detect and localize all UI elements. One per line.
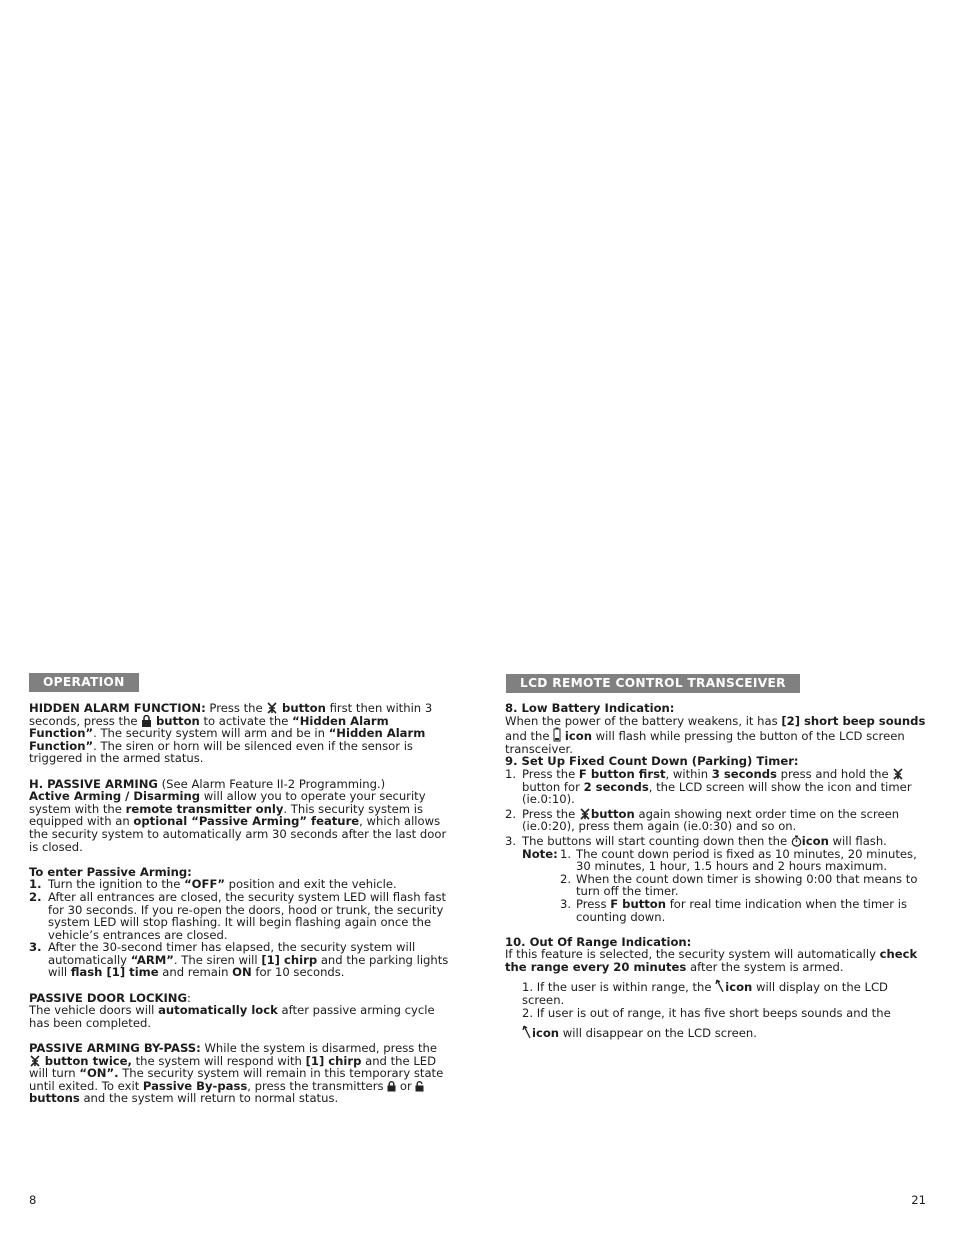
lock-icon bbox=[387, 1081, 396, 1092]
list-item: 1. Press the F button first, within 3 seconds press and hold the button for 2 seconds, the LCD screen will show the icon and timer (ie.0:10). bbox=[505, 766, 912, 807]
list-item: 3. The buttons will start counting down then the icon will flash. bbox=[505, 833, 887, 848]
timer-icon bbox=[791, 835, 802, 847]
list-item: 2. After all entrances are closed, the security system LED will flash fast for 30 seconds. If you re-open the doors, hood or trunk, the security system LED will stop flashing. It will begin flashing again once the vehicle’s entrances are closed. bbox=[29, 889, 447, 942]
enter-passive-title: To enter Passive Arming: bbox=[29, 864, 192, 879]
section-header-operation: OPERATION bbox=[29, 673, 139, 692]
range-title: 10. Out Of Range Indication: bbox=[505, 934, 692, 949]
passive-door-locking-paragraph: PASSIVE DOOR LOCKING: The vehicle doors will automatically lock after passive arming cycle has been completed. bbox=[29, 990, 435, 1030]
section-header-lcd-remote: LCD REMOTE CONTROL TRANSCEIVER bbox=[506, 674, 800, 693]
right-column bbox=[505, 702, 929, 1040]
alarm-icon bbox=[29, 1055, 41, 1067]
low-battery-paragraph: When the power of the battery weakens, it has [2] short beep sounds and the icon will flash while pressing the button of the LCD screen transceiver. bbox=[505, 713, 926, 756]
range-paragraph: If this feature is selected, the security system will automatically check the range every 20 minutes after the system is armed. bbox=[505, 947, 918, 974]
alarm-icon bbox=[892, 768, 904, 780]
list-item: 1. The count down period is fixed as 10 minutes, 20 minutes, 30 minutes, 1 hour, 1.5 hours and 2 hours maximum. bbox=[560, 846, 917, 874]
antenna-icon bbox=[522, 1025, 532, 1039]
low-battery-title: 8. Low Battery Indication: bbox=[505, 701, 675, 715]
passive-bypass-paragraph: PASSIVE ARMING BY-PASS: While the system is disarmed, press the button twice, the system will respond with [1] chirp and the LED will turn “ON”. The security system will remain in this temporary state until exited. To exit Passive By-pass, press the transmitters or buttons and the system will return to normal status. bbox=[29, 1041, 444, 1106]
range-icon-line: icon will disappear on the LCD screen. bbox=[505, 1025, 929, 1040]
page-number-left: 8 bbox=[29, 1193, 37, 1207]
passive-arming-paragraph: H. PASSIVE ARMING (See Alarm Feature II-2 Programming.) Active Arming / Disarming will allow you to operate your security system with the remote transmitter only. This security system is equipped with an optional “Passive Arming” feature, which allows the security system to automatically arm 30 seconds after the last door is closed. bbox=[29, 776, 447, 854]
list-item: 2. When the count down timer is showing 0:00 that means to turn off the timer. bbox=[560, 871, 918, 899]
antenna-icon bbox=[715, 979, 725, 993]
timer-title: 9. Set Up Fixed Count Down (Parking) Timer: bbox=[505, 754, 799, 769]
unlock-icon bbox=[415, 1081, 424, 1092]
battery-icon bbox=[553, 727, 561, 742]
list-item: 3. Press F button for real time indication when the timer is counting down. bbox=[560, 896, 907, 924]
alarm-icon bbox=[579, 808, 591, 820]
left-column bbox=[29, 702, 450, 1105]
alarm-icon bbox=[266, 702, 278, 714]
list-item: 1. If the user is within range, the icon will display on the LCD screen. bbox=[522, 980, 888, 1008]
note-block: Note: 1. The count down period is fixed as 10 minutes, 20 minutes, 30 minutes, 1 hour, 1.5 hours and 2 hours maximum. 2. When the count down timer is showing 0:00 that means to turn off the timer. 3. Press F button for real time indication when the timer is counting down. bbox=[505, 848, 929, 924]
list-item: 1. Turn the ignition to the “OFF” position and exit the vehicle. bbox=[29, 877, 397, 892]
lock-icon bbox=[141, 715, 152, 727]
list-item: 3. After the 30-second timer has elapsed, the security system will automatically “ARM”. The siren will [1] chirp and the parking lights will flash [1] time and remain ON for 10 seconds. bbox=[29, 940, 449, 980]
list-item: 2. If user is out of range, it has five short beeps sounds and the bbox=[522, 1005, 891, 1020]
range-list bbox=[505, 979, 929, 1019]
hidden-alarm-paragraph: HIDDEN ALARM FUNCTION: Press the button first then within 3 seconds, press the button to activate the “Hidden Alarm Function”. The security system will arm and be in “Hidden Alarm Function”. The siren or horn will be silenced even if the sensor is triggered in the armed status. bbox=[29, 701, 433, 766]
list-item: 2. Press the button again showing next order time on the screen (ie.0:20), press them again (ie.0:30) and so on. bbox=[505, 806, 900, 834]
page-number-right: 21 bbox=[911, 1193, 926, 1207]
